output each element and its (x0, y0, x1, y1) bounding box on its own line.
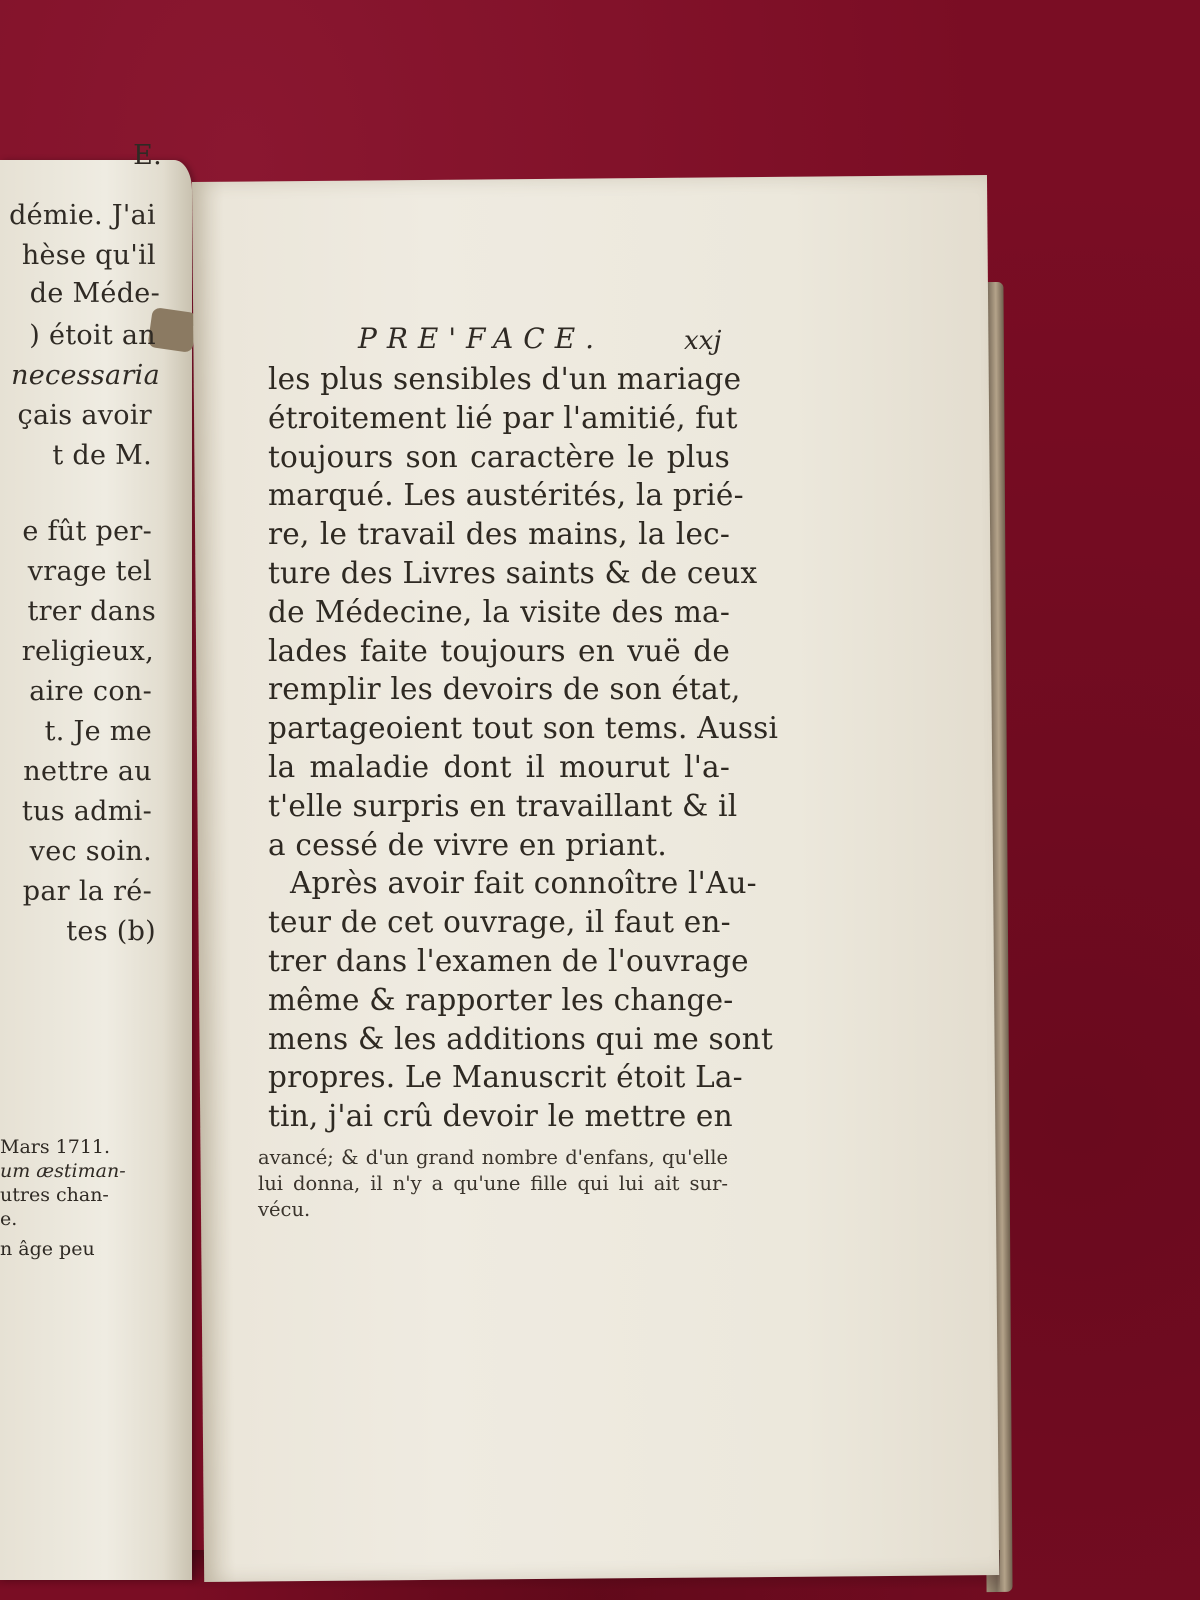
left-page-line: hèse qu'il (21, 240, 156, 271)
body-text-line: étroitement lié par l'amitié, fut (268, 401, 738, 435)
left-page-line: tus admi- (21, 796, 152, 827)
body-text-line: les plus sensibles d'un mariage (268, 362, 742, 396)
body-text-line: la maladie dont il mourut l'a- (268, 750, 730, 784)
running-title: PRE'FACE. (358, 322, 605, 355)
footnote-line: lui donna, il n'y a qu'une fille qui lui ait sur- (258, 1172, 728, 1195)
left-page-line: E. (133, 140, 162, 171)
footnote-line: vécu. (258, 1198, 311, 1221)
left-page-note-line: Mars 1711. (0, 1136, 111, 1158)
body-text-line: lades faite toujours en vuë de (268, 634, 730, 668)
left-page-line: aire con- (29, 676, 152, 707)
body-text-line: tin, j'ai crû devoir le mettre en (268, 1099, 733, 1133)
body-text-line: partageoient tout son tems. Aussi (268, 711, 779, 745)
body-text-line: t'elle surpris en travaillant & il (268, 789, 738, 823)
left-page-line: necessaria (11, 360, 160, 391)
body-text-line: même & rapporter les change- (268, 983, 734, 1017)
left-page-note-line: utres chan- (0, 1184, 109, 1206)
body-text-line: re, le travail des mains, la lec- (268, 517, 730, 551)
left-page-line: e fût per- (22, 516, 152, 547)
left-page-line: tes (b) (66, 916, 156, 947)
left-page-line: t. Je me (44, 716, 152, 747)
left-page-line: de Méde- (29, 278, 160, 309)
left-page-line: t de M. (52, 440, 152, 471)
body-text-line: remplir les devoirs de son état, (268, 672, 741, 706)
left-page-line: vrage tel (27, 556, 152, 587)
body-text-line: marqué. Les austérités, la prié- (268, 478, 744, 512)
body-text-line: a cessé de vivre en priant. (268, 828, 667, 862)
left-page-line: ) étoit an (29, 320, 156, 351)
left-page-line: nettre au (23, 756, 152, 787)
left-page-line: religieux, (21, 636, 154, 667)
left-page-note-line: n âge peu (0, 1238, 95, 1260)
left-page-note-line: e. (0, 1208, 18, 1230)
body-text-line: mens & les additions qui me sont (268, 1022, 774, 1056)
left-page-line: par la ré- (22, 876, 152, 907)
left-page-line: démie. J'ai (9, 200, 156, 231)
body-text-line: teur de cet ouvrage, il faut en- (268, 905, 731, 939)
body-text-line: toujours son caractère le plus (268, 440, 730, 474)
left-page-note-line: um æstiman- (0, 1160, 126, 1182)
left-page-line: vec soin. (29, 836, 152, 867)
body-text-line: trer dans l'examen de l'ouvrage (268, 944, 749, 978)
body-text-line: de Médecine, la visite des ma- (268, 595, 730, 629)
left-page-line: çais avoir (17, 400, 152, 431)
body-text-line: propres. Le Manuscrit étoit La- (268, 1060, 743, 1094)
left-page-line: trer dans (27, 596, 156, 627)
body-text-line: Après avoir fait connoître l'Au- (290, 866, 757, 900)
page-number: xxj (684, 326, 722, 356)
footnote-line: avancé; & d'un grand nombre d'enfans, qu'elle (258, 1146, 728, 1169)
body-text-line: ture des Livres saints & de ceux (268, 556, 758, 590)
left-page (0, 140, 192, 1580)
